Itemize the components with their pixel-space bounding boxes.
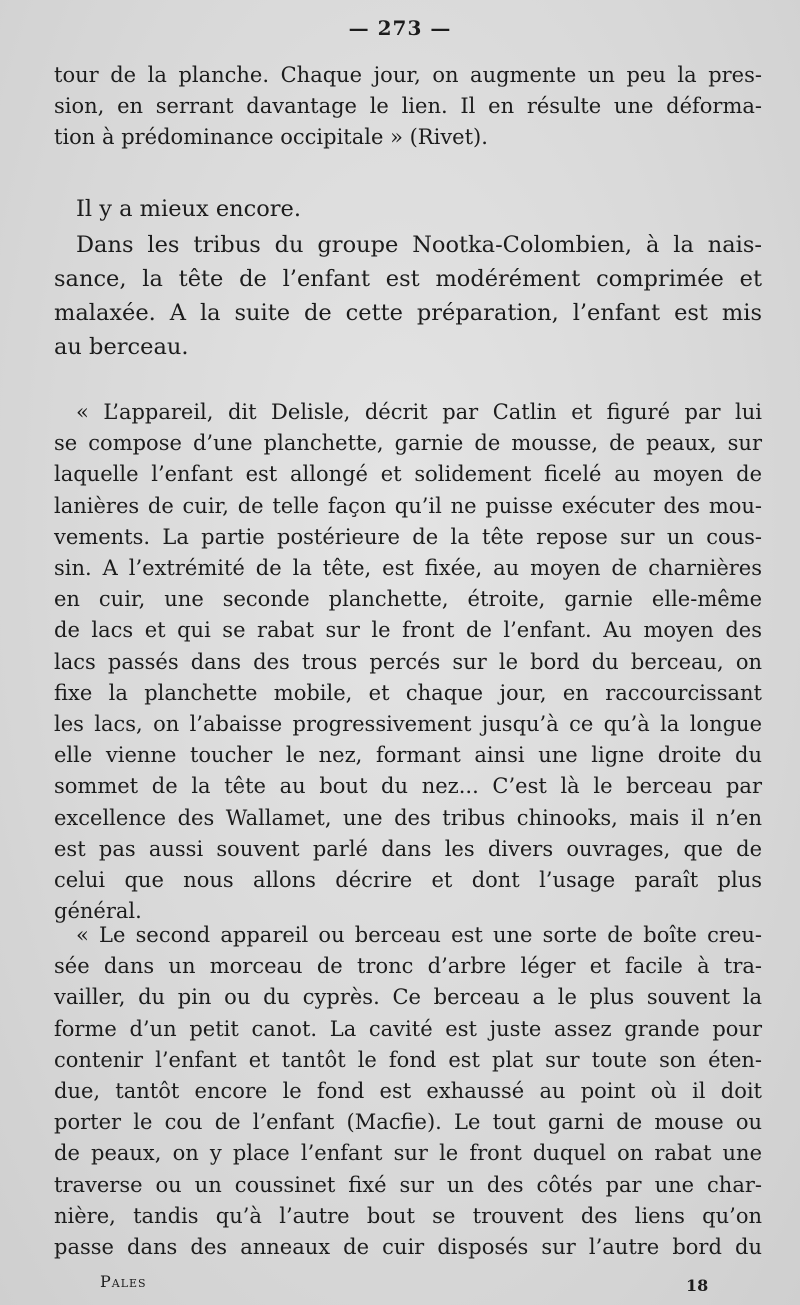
text-line: tour de la planche. Chaque jour, on augmente un peu la pres-: [54, 63, 762, 87]
text-line: sée dans un morceau de tronc d’arbre léger et facile à tra-: [54, 954, 762, 979]
text-line: sion, en serrant davantage le lien. Il en résulte une déforma-: [54, 94, 762, 119]
text-line: Dans les tribus du groupe Nootka-Colombien, à la nais-: [76, 232, 762, 258]
text-line: due, tantôt encore le fond est exhaussé au point où il doit: [54, 1079, 762, 1104]
text-line: vements. La partie postérieure de la tête repose sur un cous-: [54, 524, 762, 549]
text-line: forme d’un petit canot. La cavité est juste assez grande pour: [54, 1016, 762, 1041]
text-line: malaxée. A la suite de cette préparation, l’enfant est mis: [54, 300, 762, 326]
paragraph-mieux-encore: [54, 192, 762, 226]
paragraph-nootka: [54, 228, 762, 364]
text-line: traverse ou un coussinet fixé sur un des côtés par une char-: [54, 1172, 762, 1197]
sheet-number: 18: [686, 1276, 709, 1295]
paragraph-intro: [54, 60, 762, 154]
text-line: est pas aussi souvent parlé dans les divers ouvrages, que de: [54, 836, 762, 861]
text-line: vailler, du pin ou du cyprès. Ce berceau a le plus souvent la: [54, 985, 762, 1010]
text-line: sance, la tête de l’enfant est modérément comprimée et: [54, 266, 762, 292]
paragraph-quote-delisle: [54, 397, 762, 927]
text-line: au berceau.: [54, 334, 189, 360]
text-line: les lacs, on l’abaisse progressivement jusqu’à ce qu’à la longue: [54, 712, 762, 737]
text-line: général.: [54, 899, 142, 924]
text-line: lanières de cuir, de telle façon qu’il ne puisse exécuter des mou-: [54, 493, 762, 518]
printer-signature: Pales: [100, 1272, 147, 1291]
text-line: lacs passés dans des trous percés sur le bord du berceau, on: [54, 649, 762, 674]
text-line: fixe la planchette mobile, et chaque jour, en raccourcissant: [54, 680, 762, 705]
text-line: Il y a mieux encore.: [76, 196, 302, 222]
text-line: en cuir, une seconde planchette, étroite, garnie elle-même: [54, 587, 762, 612]
text-line: tion à prédominance occipitale » (Rivet).: [54, 125, 488, 150]
text-line: laquelle l’enfant est allongé et solidement ficelé au moyen de: [54, 462, 762, 487]
text-line: de peaux, on y place l’enfant sur le front duquel on rabat une: [54, 1141, 762, 1166]
text-line: porter le cou de l’enfant (Macfie). Le tout garni de mouse ou: [54, 1110, 762, 1135]
paragraph-quote-second-appareil: [54, 920, 762, 1263]
text-line: nière, tandis qu’à l’autre bout se trouvent des liens qu’on: [54, 1203, 762, 1228]
text-line: sommet de la tête au bout du nez... C’est là le berceau par: [54, 774, 762, 799]
text-line: sin. A l’extrémité de la tête, est fixée, au moyen de charnières: [54, 556, 762, 581]
page-number: — 273 —: [348, 16, 452, 40]
text-line: se compose d’une planchette, garnie de mousse, de peaux, sur: [54, 431, 762, 456]
text-line: excellence des Wallamet, une des tribus chinooks, mais il n’en: [54, 805, 762, 830]
text-line: de lacs et qui se rabat sur le front de l’enfant. Au moyen des: [54, 618, 762, 643]
text-line: elle vienne toucher le nez, formant ainsi une ligne droite du: [54, 743, 762, 768]
text-line: « L’appareil, dit Delisle, décrit par Catlin et figuré par lui: [76, 400, 762, 424]
text-line: celui que nous allons décrire et dont l’usage paraît plus: [54, 868, 762, 893]
text-line: contenir l’enfant et tantôt le fond est plat sur toute son éten-: [54, 1047, 762, 1072]
text-line: passe dans des anneaux de cuir disposés sur l’autre bord du: [54, 1235, 762, 1260]
text-line: « Le second appareil ou berceau est une sorte de boîte creu-: [76, 923, 762, 947]
